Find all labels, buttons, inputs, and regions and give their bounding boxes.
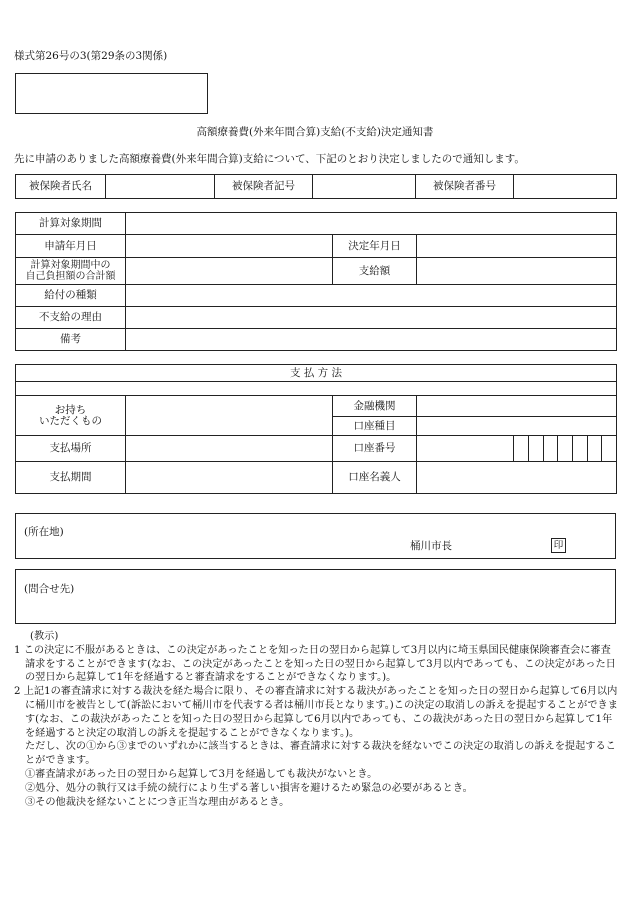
reason-label: 不支給の理由 (16, 307, 126, 329)
digit-cell[interactable] (601, 436, 616, 461)
note-item-2: 2 上記1の審査請求に対する裁決を経た場合に限り、その審査請求に対する裁決があったことを知った日の翌日から起算して6月以内に桶川市を被告として(訴訟において桶川市を代表する者は桶川市長となります。)この決定の取消しの訴えを提起することができます(なお、この裁決があったことを知った日の翌日から起算して6月以内であっても、この裁決があった日の翌日から起算して1年を経過すると決定の取消しの訴えを提起することができなくなります。)。 (14, 686, 618, 739)
remarks-label: 備考 (16, 329, 126, 351)
stamp-box (15, 73, 208, 114)
account-number-label: 口座番号 (333, 436, 417, 462)
burden-label-line1: 計算対象期間中の (30, 260, 111, 271)
account-number-digits (417, 436, 616, 461)
insured-table (15, 174, 617, 199)
account-holder-label: 口座名義人 (333, 462, 417, 494)
payment-blank-row (16, 382, 617, 396)
payment-period-label: 支払期間 (16, 462, 126, 494)
payment-period-field[interactable] (126, 462, 333, 494)
bank-label: 金融機関 (333, 396, 417, 417)
insured-number-field[interactable] (514, 175, 617, 199)
bring-label (16, 396, 126, 436)
note-condition-2: ②処分、処分の執行又は手続の続行により生ずる著しい損害を避けるため緊急の必要があるとき。 (25, 782, 473, 794)
burden-label (16, 258, 126, 285)
issuer-box (15, 513, 616, 559)
reason-field[interactable] (126, 307, 617, 329)
digit-cell[interactable] (557, 436, 572, 461)
account-holder-field[interactable] (417, 462, 617, 494)
decision-date-label: 決定年月日 (333, 235, 417, 258)
details-table (15, 212, 617, 351)
apply-date-field[interactable] (126, 235, 333, 258)
account-type-label: 口座種目 (333, 417, 417, 436)
bank-field[interactable] (417, 396, 617, 417)
insured-symbol-label: 被保険者記号 (215, 175, 313, 199)
payment-header: 支 払 方 法 (16, 365, 617, 382)
page-title: 高額療養費(外来年間合算)支給(不支給)決定通知書 (196, 126, 434, 138)
bring-field[interactable] (126, 396, 333, 436)
account-type-field[interactable] (417, 417, 617, 436)
mayor-name: 桶川市長 (410, 540, 452, 552)
note-condition-1: ①審査請求があった日の翌日から起算して3月を経過しても裁決がないとき。 (25, 768, 378, 780)
insured-name-field[interactable] (106, 175, 215, 199)
digit-cell[interactable] (528, 436, 543, 461)
notes-heading: (教示) (30, 631, 59, 642)
note-proviso: ただし、次の①から③までのいずれかに該当するときは、審査請求に対する裁決を経ないでこの決定の取消しの訴えを提起することができます。 (25, 741, 616, 767)
intro-text: 先に申請のありました高額療養費(外来年間合算)支給について、下記のとおり決定しましたので通知します。 (14, 153, 525, 165)
insured-symbol-field[interactable] (313, 175, 416, 199)
kind-label: 給付の種類 (16, 285, 126, 307)
contact-label: (問合せ先) (24, 583, 75, 595)
place-label: 支払場所 (16, 436, 126, 462)
insured-number-label: 被保険者番号 (416, 175, 514, 199)
kind-field[interactable] (126, 285, 617, 307)
account-number-field[interactable] (417, 436, 617, 462)
seal-mark: 印 (551, 538, 566, 553)
decision-date-field[interactable] (417, 235, 617, 258)
apply-date-label: 申請年月日 (16, 235, 126, 258)
note-item-1: 1 この決定に不服があるときは、この決定があったことを知った日の翌日から起算して3月以内に埼玉県国民健康保険審査会に審査請求をすることができます(なお、この決定があったことを知った日の翌日から起算して3月以内であっても、この決定があった日の翌日から起算して1年を経過すると審査請求をすることができなくなります。)。 (14, 644, 616, 684)
note-condition-3: ③その他裁決を経ないことにつき正当な理由があるとき。 (25, 796, 290, 808)
period-field[interactable] (126, 213, 617, 235)
bring-label-line2: いただくもの (39, 414, 102, 427)
bring-label-line1: お持ち (54, 403, 87, 416)
place-field[interactable] (126, 436, 333, 462)
payment-table (15, 364, 617, 494)
insured-name-label: 被保険者氏名 (16, 175, 106, 199)
instruction-notes (14, 630, 620, 809)
remarks-field[interactable] (126, 329, 617, 351)
burden-field[interactable] (126, 258, 333, 285)
digit-cell[interactable] (572, 436, 587, 461)
burden-label-line2: 自己負担額の合計額 (25, 271, 116, 282)
form-number: 様式第26号の3(第29条の3関係) (14, 50, 168, 62)
digit-cell[interactable] (587, 436, 602, 461)
digit-cell[interactable] (513, 436, 528, 461)
contact-box (15, 569, 616, 624)
amount-field[interactable] (417, 258, 617, 285)
amount-label: 支給額 (333, 258, 417, 285)
location-label: (所在地) (24, 526, 64, 538)
digit-cell[interactable] (543, 436, 558, 461)
period-label: 計算対象期間 (16, 213, 126, 235)
